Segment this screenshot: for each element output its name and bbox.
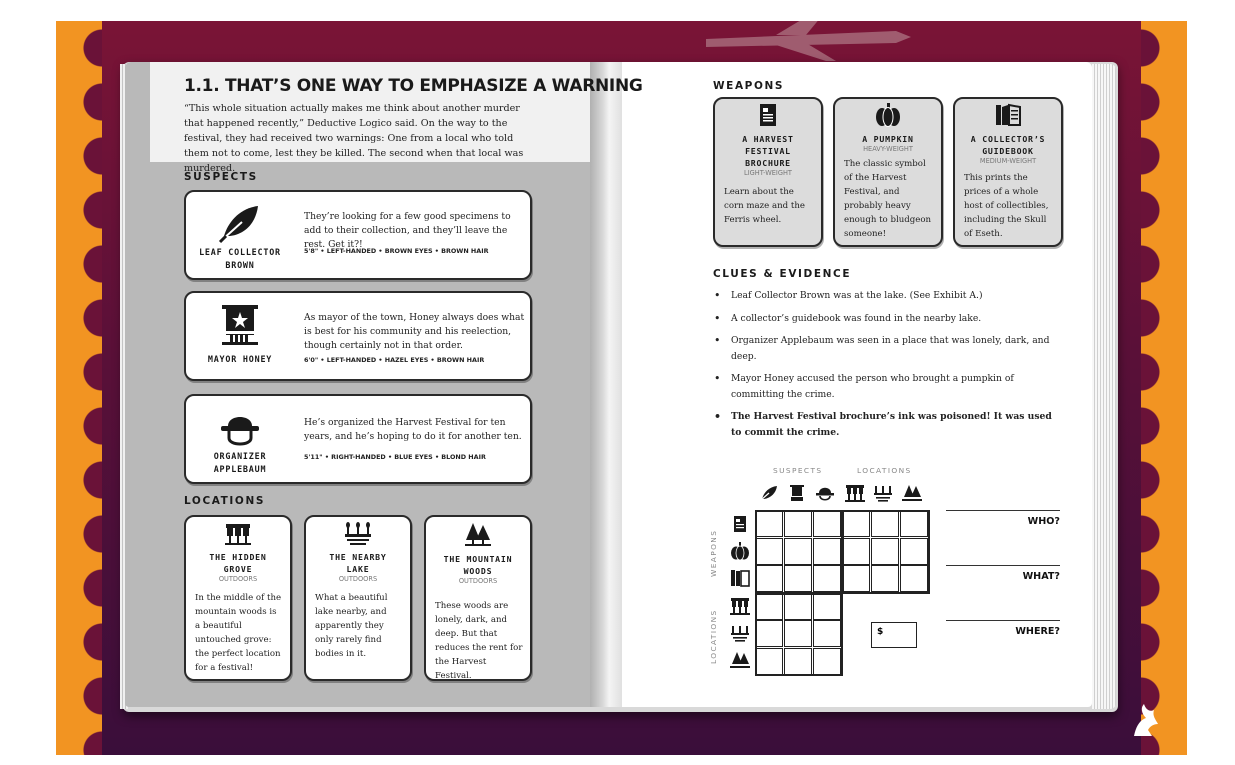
airplane-illustration bbox=[696, 21, 916, 61]
stamp-perforation-left bbox=[56, 21, 102, 755]
weapon-title: A COLLECTOR’S bbox=[970, 134, 1046, 144]
grid-cell[interactable] bbox=[900, 510, 928, 537]
answer-line bbox=[946, 565, 1060, 566]
weapon-card-guidebook bbox=[953, 97, 1063, 247]
pumpkin-icon bbox=[875, 103, 901, 127]
grove-icon bbox=[730, 597, 750, 615]
top-hat-icon bbox=[218, 301, 262, 345]
clue-item: • Mayor Honey accused the person who brought a pumpkin of committing the crime. bbox=[712, 371, 1062, 402]
grid-cell[interactable] bbox=[813, 620, 841, 647]
grid-cell[interactable] bbox=[784, 620, 812, 647]
publisher-griffin-logo bbox=[1128, 700, 1162, 740]
weapon-description: This prints the prices of a whole host of collectibles, including the Skull of Eseth. bbox=[964, 173, 1049, 239]
grid-cell[interactable] bbox=[784, 510, 812, 537]
brochure-icon bbox=[730, 515, 750, 533]
grid-cell[interactable] bbox=[842, 510, 870, 537]
grid-locations-label: LOCATIONS bbox=[857, 466, 912, 475]
pine-trees-icon bbox=[730, 651, 750, 669]
answer-line bbox=[946, 510, 1060, 511]
weapons-heading: WEAPONS bbox=[713, 80, 785, 92]
location-title-line2: WOODS bbox=[463, 566, 493, 576]
suspect-description: They’re looking for a few good specimens to add to their collection, and they’ll leave the rest. Get it?! bbox=[304, 211, 511, 250]
clue-list bbox=[712, 288, 1062, 447]
suspects-heading: SUSPECTS bbox=[184, 171, 258, 183]
money-box[interactable]: $ bbox=[871, 622, 917, 648]
lake-icon bbox=[873, 484, 893, 502]
grid-cell[interactable] bbox=[813, 648, 841, 675]
location-description: In the middle of the mountain woods is a beautiful untouched grove: the perfect location for a festival! bbox=[195, 593, 282, 673]
suspect-name: ORGANIZER bbox=[213, 451, 267, 461]
clue-item: • Leaf Collector Brown was at the lake. (See Exhibit A.) bbox=[712, 288, 1062, 304]
grid-weapons-label: WEAPONS bbox=[709, 529, 718, 577]
weapon-description: The classic symbol of the Harvest Festival, and probably heavy enough to bludgeon someone! bbox=[844, 159, 932, 239]
weapon-title-line3: BROCHURE bbox=[745, 158, 791, 168]
suspect-card-applebaum bbox=[184, 394, 532, 484]
grid-cell[interactable] bbox=[784, 565, 812, 592]
weapon-title-line2: FESTIVAL bbox=[745, 146, 791, 156]
suspect-name-line2: BROWN bbox=[225, 260, 255, 270]
lake-icon bbox=[344, 522, 372, 546]
what-label: WHAT? bbox=[1022, 571, 1060, 582]
pine-trees-icon bbox=[464, 522, 492, 546]
weapon-weight: HEAVY-WEIGHT bbox=[863, 145, 913, 153]
location-description: What a beautiful lake nearby, and apparently they only rarely find bodies in it. bbox=[315, 593, 388, 659]
grove-icon bbox=[224, 522, 252, 546]
grid-cell[interactable] bbox=[871, 538, 899, 565]
where-label: WHERE? bbox=[1015, 626, 1060, 637]
location-type: OUTDOORS bbox=[458, 577, 498, 585]
intro-paragraph: “This whole situation actually makes me think about another murder that happened recently,” Deductive Logico said. On the way to the festival, they had received two warnings: One from a local who told them not to come, lest they be killed. The second when that local was murdered. bbox=[184, 103, 524, 174]
grid-cell[interactable] bbox=[813, 565, 841, 592]
grid-cell[interactable] bbox=[755, 593, 783, 620]
grid-cell[interactable] bbox=[813, 510, 841, 537]
location-type: OUTDOORS bbox=[218, 575, 258, 583]
book-page-edges-right bbox=[1092, 64, 1116, 709]
clue-item-bold: • The Harvest Festival brochure’s ink was poisoned! It was used to commit the crime. bbox=[712, 409, 1062, 440]
grid-cell[interactable] bbox=[755, 648, 783, 675]
suspect-description: He’s organized the Harvest Festival for ten years, and he’s hoping to do it for another ten. bbox=[304, 417, 522, 442]
chapter-title: 1.1. THAT’S ONE WAY TO EMPHASIZE A WARNING bbox=[184, 76, 643, 96]
suspect-attributes: 6'0" • LEFT-HANDED • HAZEL EYES • BROWN HAIR bbox=[304, 356, 485, 364]
location-title-line2: GROVE bbox=[223, 564, 253, 574]
grid-suspects-label: SUSPECTS bbox=[773, 466, 823, 475]
grid-cell[interactable] bbox=[813, 538, 841, 565]
location-card-woods bbox=[424, 515, 532, 681]
pumpkin-icon bbox=[730, 542, 750, 560]
grid-cell[interactable] bbox=[784, 538, 812, 565]
weapon-title-line2: GUIDEBOOK bbox=[982, 146, 1034, 156]
location-title: THE NEARBY bbox=[329, 552, 387, 562]
weapon-title: A HARVEST bbox=[742, 134, 794, 144]
clue-item: • A collector’s guidebook was found in the nearby lake. bbox=[712, 311, 1062, 327]
grid-cell[interactable] bbox=[842, 538, 870, 565]
suspect-description: As mayor of the town, Honey always does what is best for his community and his reelection, though certainly not in that order. bbox=[304, 312, 525, 351]
pine-trees-icon bbox=[902, 484, 922, 502]
brochure-icon bbox=[757, 103, 779, 127]
grove-icon bbox=[845, 484, 865, 502]
suspect-name: LEAF COLLECTOR bbox=[199, 247, 281, 257]
location-type: OUTDOORS bbox=[338, 575, 378, 583]
grid-cell[interactable] bbox=[755, 510, 783, 537]
leaf-icon bbox=[218, 200, 262, 244]
grid-cell[interactable] bbox=[900, 565, 928, 592]
weapon-description: Learn about the corn maze and the Ferris wheel. bbox=[724, 187, 805, 225]
grid-cell[interactable] bbox=[755, 620, 783, 647]
location-description: These woods are lonely, dark, and deep. But that reduces the rent for the Harvest Festival. bbox=[435, 601, 523, 681]
clue-item: • Organizer Applebaum was seen in a place that was lonely, dark, and deep. bbox=[712, 333, 1062, 364]
grid-cell[interactable] bbox=[755, 565, 783, 592]
location-card-grove bbox=[184, 515, 292, 681]
suspect-card-brown bbox=[184, 190, 532, 280]
weapon-weight: LIGHT-WEIGHT bbox=[744, 169, 792, 177]
book-icon bbox=[730, 569, 750, 587]
top-hat-icon bbox=[787, 484, 807, 502]
bowler-hat-icon bbox=[815, 484, 835, 502]
location-title: THE HIDDEN bbox=[209, 552, 267, 562]
weapon-weight: MEDIUM-WEIGHT bbox=[979, 157, 1037, 165]
leaf-icon bbox=[759, 484, 779, 502]
location-title-line2: LAKE bbox=[346, 564, 370, 574]
suspect-attributes: 5'8" • LEFT-HANDED • BROWN EYES • BROWN HAIR bbox=[304, 247, 489, 255]
book-icon bbox=[994, 103, 1022, 127]
grid-cell[interactable] bbox=[813, 593, 841, 620]
suspect-name-line2: APPLEBAUM bbox=[213, 464, 267, 474]
grid-cell[interactable] bbox=[784, 593, 812, 620]
weapon-title: A PUMPKIN bbox=[862, 134, 914, 144]
grid-cell[interactable] bbox=[871, 510, 899, 537]
weapon-card-brochure bbox=[713, 97, 823, 247]
stamp-perforation-right bbox=[1141, 21, 1187, 755]
locations-heading: LOCATIONS bbox=[184, 495, 266, 507]
grid-cell[interactable] bbox=[842, 565, 870, 592]
suspect-name: MAYOR HONEY bbox=[207, 354, 273, 364]
weapon-card-pumpkin bbox=[833, 97, 943, 247]
location-title: THE MOUNTAIN bbox=[443, 554, 513, 564]
grid-cell[interactable] bbox=[784, 648, 812, 675]
grid-locations-side-label: LOCATIONS bbox=[709, 609, 718, 664]
book-spine bbox=[590, 62, 622, 707]
grid-cell[interactable] bbox=[871, 565, 899, 592]
grid-cell[interactable] bbox=[900, 538, 928, 565]
clues-heading: CLUES & EVIDENCE bbox=[713, 268, 852, 280]
location-card-lake bbox=[304, 515, 412, 681]
bowler-hat-icon bbox=[218, 404, 262, 448]
grid-cell[interactable] bbox=[755, 538, 783, 565]
suspect-attributes: 5'11" • RIGHT-HANDED • BLUE EYES • BLOND HAIR bbox=[304, 453, 486, 461]
who-label: WHO? bbox=[1027, 516, 1060, 527]
suspect-card-honey bbox=[184, 291, 532, 381]
lake-icon bbox=[730, 624, 750, 642]
answer-line bbox=[946, 620, 1060, 621]
